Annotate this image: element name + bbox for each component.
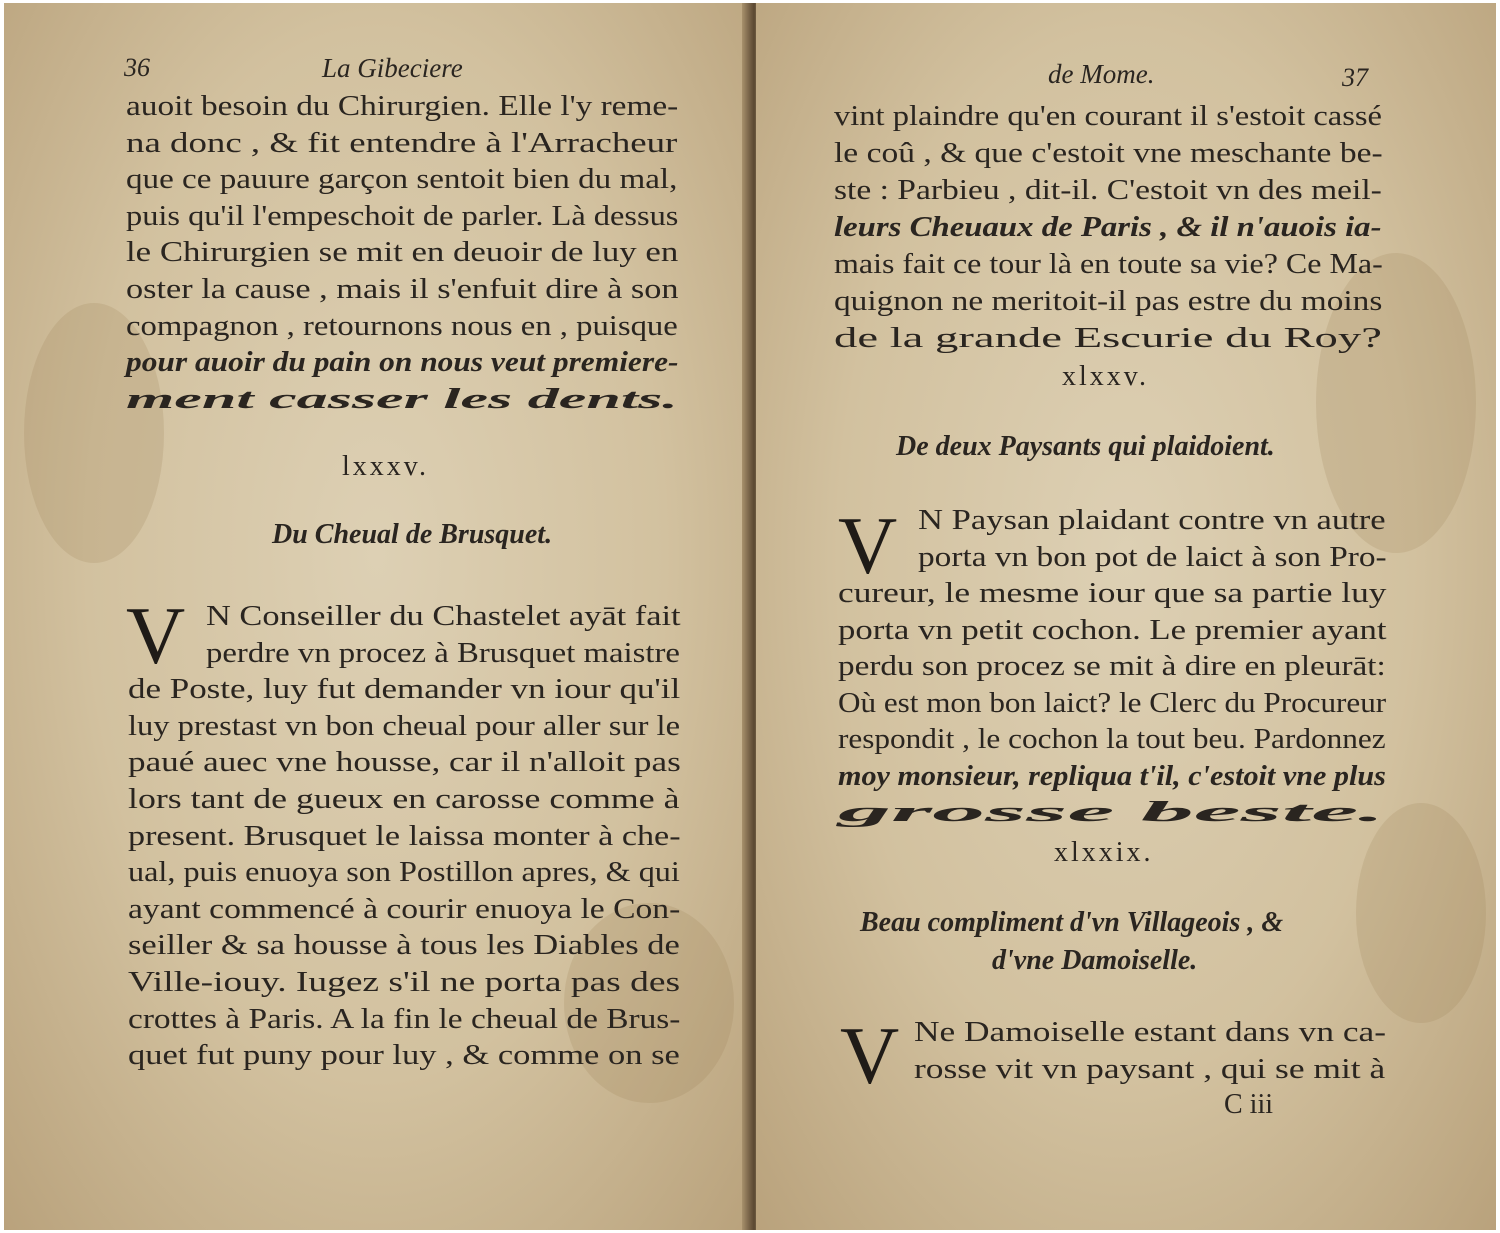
left-page: [4, 3, 749, 1230]
section-heading: De deux Paysants qui plaidoient.: [896, 431, 1275, 462]
text-line: seiller & sa housse à tous les Diables de: [128, 930, 680, 962]
text-line: leurs Cheuaux de Paris , & il n'auois ia-: [834, 212, 1382, 243]
text-line: pour auoir du pain on nous veut premiere-: [126, 347, 679, 379]
text-line: puis qu'il l'empeschoit de parler. Là dessus: [126, 200, 679, 232]
text-line: lors tant de gueux en carosse comme à: [128, 784, 680, 815]
text-line: ment casser les dents.: [126, 383, 678, 415]
text-line: moy monsieur, repliqua t'il, c'estoit vne plus: [838, 760, 1386, 792]
text-line: vint plaindre qu'en courant il s'estoit cassé: [834, 101, 1382, 132]
section-heading: Du Cheual de Brusquet.: [272, 519, 553, 550]
text-line: quet fut puny pour luy , & comme on se: [128, 1040, 680, 1072]
text-line: Ne Damoiselle estant dans vn ca-: [914, 1017, 1386, 1048]
open-book: [4, 3, 1496, 1230]
page-number: 36: [124, 53, 150, 82]
drop-cap: V: [126, 590, 186, 681]
paper-stain: [1356, 803, 1486, 1023]
text-line: N Conseiller du Chastelet ayāt fait: [206, 601, 681, 632]
running-head: La Gibeciere: [322, 53, 463, 83]
text-line: perdu son procez se mit à dire en pleurāt:: [838, 651, 1386, 682]
text-line: que ce pauure garçon sentoit bien du mal,: [126, 164, 678, 196]
text-line: le coû , & que c'estoit vne meschante be-: [834, 138, 1383, 169]
text-line: perdre vn procez à Brusquet maistre: [206, 637, 680, 669]
text-line: ste : Parbieu , dit-il. C'estoit vn des meil-: [834, 175, 1382, 206]
text-line: na donc , & fit entendre à l'Arracheur: [126, 127, 678, 159]
text-line: Ville-iouy. Iugez s'il ne porta pas des: [128, 967, 681, 998]
text-line: de Poste, luy fut demander vn iour qu'il: [128, 674, 681, 706]
text-line: paué auec vne housse, car il n'alloit pas: [128, 747, 681, 779]
text-line: mais fait ce tour là en toute sa vie? Ce Ma-: [834, 249, 1383, 280]
text-line: ayant commencé à courir enuoya le Con-: [128, 893, 681, 925]
text-line: Où est mon bon laict? le Clerc du Procureur: [838, 687, 1387, 719]
section-numeral: xlxxix.: [1054, 837, 1154, 868]
text-line: le Chirurgien se mit en deuoir de luy en: [126, 237, 679, 269]
text-line: quignon ne meritoit-il pas estre du moins: [834, 286, 1383, 317]
text-line: de la grande Escurie du Roy?: [834, 323, 1382, 354]
text-line: rosse vit vn paysant , qui se mit à: [914, 1054, 1386, 1085]
drop-cap: V: [840, 1010, 900, 1101]
text-line: compagnon , retournons nous en , puisque: [126, 310, 678, 342]
text-line: porta vn bon pot de laict à son Pro-: [918, 541, 1387, 573]
section-heading: Beau compliment d'vn Villageois , &: [860, 907, 1284, 938]
signature-mark: C iii: [1224, 1089, 1274, 1120]
text-line: grosse beste.: [838, 797, 1385, 828]
section-numeral: lxxxv.: [342, 451, 429, 482]
section-numeral: xlxxv.: [1062, 361, 1149, 392]
text-line: respondit , le cochon la tout beu. Pardonnez: [838, 724, 1386, 755]
text-line: cureur, le mesme iour que sa partie luy: [838, 578, 1387, 609]
drop-cap: V: [838, 500, 898, 591]
page-number: 37: [1342, 63, 1368, 92]
text-line: N Paysan plaidant contre vn autre: [918, 505, 1386, 536]
text-line: ual, puis enuoya son Postillon apres, & qui: [128, 857, 680, 889]
text-line: present. Brusquet le laissa monter à che-: [128, 820, 681, 852]
text-line: porta vn petit cochon. Le premier ayant: [838, 614, 1387, 646]
text-line: oster la cause , mais il s'enfuit dire à son: [126, 274, 679, 305]
running-head: de Mome.: [1048, 59, 1155, 89]
text-line: crottes à Paris. A la fin le cheual de Brus-: [128, 1003, 681, 1035]
text-line: auoit besoin du Chirurgien. Elle l'y reme-: [126, 91, 679, 122]
right-page: [756, 3, 1496, 1230]
section-heading: d'vne Damoiselle.: [992, 945, 1198, 976]
text-line: luy prestast vn bon cheual pour aller sur le: [128, 710, 681, 742]
